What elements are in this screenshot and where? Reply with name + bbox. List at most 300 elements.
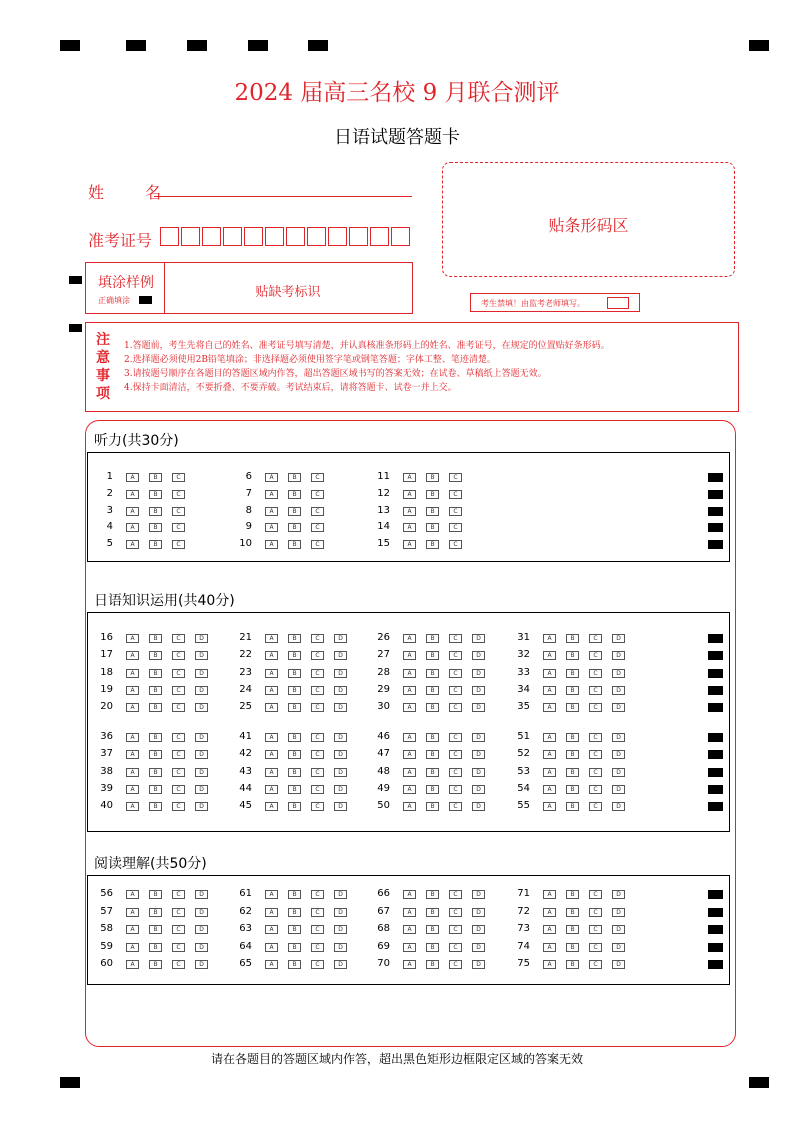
answer-bubble-59-A[interactable]: A: [126, 943, 139, 952]
answer-bubble-20-D[interactable]: D: [195, 703, 208, 712]
answer-bubble-31-A[interactable]: A: [543, 634, 556, 643]
answer-bubble-29-C[interactable]: C: [449, 686, 462, 695]
answer-bubble-67-B[interactable]: B: [426, 908, 439, 917]
answer-bubble-34-D[interactable]: D: [612, 686, 625, 695]
answer-bubble-64-A[interactable]: A: [265, 943, 278, 952]
answer-bubble-71-D[interactable]: D: [612, 890, 625, 899]
answer-bubble-22-C[interactable]: C: [311, 651, 324, 660]
answer-bubble-34-B[interactable]: B: [566, 686, 579, 695]
answer-bubble-17-C[interactable]: C: [172, 651, 185, 660]
answer-bubble-21-A[interactable]: A: [265, 634, 278, 643]
exam-id-digit-box[interactable]: [370, 227, 389, 246]
answer-bubble-71-A[interactable]: A: [543, 890, 556, 899]
answer-bubble-35-C[interactable]: C: [589, 703, 602, 712]
answer-bubble-34-C[interactable]: C: [589, 686, 602, 695]
answer-bubble-53-A[interactable]: A: [543, 768, 556, 777]
answer-bubble-41-C[interactable]: C: [311, 733, 324, 742]
answer-bubble-63-A[interactable]: A: [265, 925, 278, 934]
answer-bubble-73-C[interactable]: C: [589, 925, 602, 934]
answer-bubble-64-C[interactable]: C: [311, 943, 324, 952]
answer-bubble-4-A[interactable]: A: [126, 523, 139, 532]
answer-bubble-68-B[interactable]: B: [426, 925, 439, 934]
answer-bubble-45-A[interactable]: A: [265, 802, 278, 811]
answer-bubble-26-A[interactable]: A: [403, 634, 416, 643]
answer-bubble-17-D[interactable]: D: [195, 651, 208, 660]
answer-bubble-54-B[interactable]: B: [566, 785, 579, 794]
answer-bubble-25-C[interactable]: C: [311, 703, 324, 712]
answer-bubble-62-B[interactable]: B: [288, 908, 301, 917]
answer-bubble-33-D[interactable]: D: [612, 669, 625, 678]
exam-id-digit-box[interactable]: [160, 227, 179, 246]
answer-bubble-28-D[interactable]: D: [472, 669, 485, 678]
answer-bubble-71-C[interactable]: C: [589, 890, 602, 899]
answer-bubble-56-C[interactable]: C: [172, 890, 185, 899]
answer-bubble-60-D[interactable]: D: [195, 960, 208, 969]
answer-bubble-55-D[interactable]: D: [612, 802, 625, 811]
answer-bubble-69-D[interactable]: D: [472, 943, 485, 952]
exam-id-digit-box[interactable]: [181, 227, 200, 246]
answer-bubble-50-D[interactable]: D: [472, 802, 485, 811]
answer-bubble-38-B[interactable]: B: [149, 768, 162, 777]
answer-bubble-19-A[interactable]: A: [126, 686, 139, 695]
answer-bubble-19-D[interactable]: D: [195, 686, 208, 695]
answer-bubble-53-C[interactable]: C: [589, 768, 602, 777]
answer-bubble-49-B[interactable]: B: [426, 785, 439, 794]
answer-bubble-26-C[interactable]: C: [449, 634, 462, 643]
answer-bubble-25-A[interactable]: A: [265, 703, 278, 712]
exam-id-digit-box[interactable]: [202, 227, 221, 246]
answer-bubble-4-C[interactable]: C: [172, 523, 185, 532]
answer-bubble-41-B[interactable]: B: [288, 733, 301, 742]
answer-bubble-40-D[interactable]: D: [195, 802, 208, 811]
answer-bubble-16-A[interactable]: A: [126, 634, 139, 643]
answer-bubble-30-C[interactable]: C: [449, 703, 462, 712]
answer-bubble-22-D[interactable]: D: [334, 651, 347, 660]
answer-bubble-65-C[interactable]: C: [311, 960, 324, 969]
answer-bubble-66-B[interactable]: B: [426, 890, 439, 899]
answer-bubble-12-C[interactable]: C: [449, 490, 462, 499]
answer-bubble-61-A[interactable]: A: [265, 890, 278, 899]
answer-bubble-69-C[interactable]: C: [449, 943, 462, 952]
answer-bubble-37-D[interactable]: D: [195, 750, 208, 759]
answer-bubble-52-C[interactable]: C: [589, 750, 602, 759]
answer-bubble-65-B[interactable]: B: [288, 960, 301, 969]
answer-bubble-10-B[interactable]: B: [288, 540, 301, 549]
answer-bubble-42-D[interactable]: D: [334, 750, 347, 759]
answer-bubble-8-A[interactable]: A: [265, 507, 278, 516]
answer-bubble-12-B[interactable]: B: [426, 490, 439, 499]
answer-bubble-27-C[interactable]: C: [449, 651, 462, 660]
answer-bubble-60-A[interactable]: A: [126, 960, 139, 969]
answer-bubble-28-B[interactable]: B: [426, 669, 439, 678]
answer-bubble-39-A[interactable]: A: [126, 785, 139, 794]
answer-bubble-55-A[interactable]: A: [543, 802, 556, 811]
answer-bubble-35-B[interactable]: B: [566, 703, 579, 712]
answer-bubble-57-D[interactable]: D: [195, 908, 208, 917]
answer-bubble-18-D[interactable]: D: [195, 669, 208, 678]
answer-bubble-19-B[interactable]: B: [149, 686, 162, 695]
answer-bubble-7-C[interactable]: C: [311, 490, 324, 499]
answer-bubble-20-C[interactable]: C: [172, 703, 185, 712]
answer-bubble-45-D[interactable]: D: [334, 802, 347, 811]
answer-bubble-59-B[interactable]: B: [149, 943, 162, 952]
answer-bubble-11-C[interactable]: C: [449, 473, 462, 482]
answer-bubble-57-A[interactable]: A: [126, 908, 139, 917]
answer-bubble-55-C[interactable]: C: [589, 802, 602, 811]
answer-bubble-31-B[interactable]: B: [566, 634, 579, 643]
answer-bubble-60-C[interactable]: C: [172, 960, 185, 969]
answer-bubble-2-B[interactable]: B: [149, 490, 162, 499]
answer-bubble-46-B[interactable]: B: [426, 733, 439, 742]
answer-bubble-12-A[interactable]: A: [403, 490, 416, 499]
answer-bubble-51-B[interactable]: B: [566, 733, 579, 742]
exam-id-digit-box[interactable]: [223, 227, 242, 246]
answer-bubble-72-D[interactable]: D: [612, 908, 625, 917]
answer-bubble-39-D[interactable]: D: [195, 785, 208, 794]
answer-bubble-23-A[interactable]: A: [265, 669, 278, 678]
answer-bubble-29-B[interactable]: B: [426, 686, 439, 695]
answer-bubble-14-C[interactable]: C: [449, 523, 462, 532]
answer-bubble-54-D[interactable]: D: [612, 785, 625, 794]
answer-bubble-75-A[interactable]: A: [543, 960, 556, 969]
answer-bubble-43-C[interactable]: C: [311, 768, 324, 777]
answer-bubble-3-C[interactable]: C: [172, 507, 185, 516]
answer-bubble-32-D[interactable]: D: [612, 651, 625, 660]
exam-id-digit-box[interactable]: [286, 227, 305, 246]
answer-bubble-16-C[interactable]: C: [172, 634, 185, 643]
answer-bubble-11-A[interactable]: A: [403, 473, 416, 482]
answer-bubble-18-B[interactable]: B: [149, 669, 162, 678]
exam-id-digit-box[interactable]: [244, 227, 263, 246]
answer-bubble-43-D[interactable]: D: [334, 768, 347, 777]
answer-bubble-47-C[interactable]: C: [449, 750, 462, 759]
answer-bubble-52-B[interactable]: B: [566, 750, 579, 759]
answer-bubble-36-A[interactable]: A: [126, 733, 139, 742]
answer-bubble-55-B[interactable]: B: [566, 802, 579, 811]
answer-bubble-32-B[interactable]: B: [566, 651, 579, 660]
answer-bubble-15-B[interactable]: B: [426, 540, 439, 549]
answer-bubble-20-B[interactable]: B: [149, 703, 162, 712]
answer-bubble-39-B[interactable]: B: [149, 785, 162, 794]
answer-bubble-17-A[interactable]: A: [126, 651, 139, 660]
answer-bubble-27-D[interactable]: D: [472, 651, 485, 660]
answer-bubble-54-C[interactable]: C: [589, 785, 602, 794]
answer-bubble-33-C[interactable]: C: [589, 669, 602, 678]
answer-bubble-73-A[interactable]: A: [543, 925, 556, 934]
answer-bubble-61-B[interactable]: B: [288, 890, 301, 899]
answer-bubble-50-A[interactable]: A: [403, 802, 416, 811]
answer-bubble-16-B[interactable]: B: [149, 634, 162, 643]
answer-bubble-40-A[interactable]: A: [126, 802, 139, 811]
answer-bubble-67-C[interactable]: C: [449, 908, 462, 917]
answer-bubble-62-C[interactable]: C: [311, 908, 324, 917]
answer-bubble-23-C[interactable]: C: [311, 669, 324, 678]
answer-bubble-64-D[interactable]: D: [334, 943, 347, 952]
answer-bubble-59-C[interactable]: C: [172, 943, 185, 952]
answer-bubble-66-C[interactable]: C: [449, 890, 462, 899]
answer-bubble-31-D[interactable]: D: [612, 634, 625, 643]
answer-bubble-24-B[interactable]: B: [288, 686, 301, 695]
answer-bubble-38-A[interactable]: A: [126, 768, 139, 777]
answer-bubble-23-D[interactable]: D: [334, 669, 347, 678]
answer-bubble-65-A[interactable]: A: [265, 960, 278, 969]
answer-bubble-43-B[interactable]: B: [288, 768, 301, 777]
answer-bubble-46-A[interactable]: A: [403, 733, 416, 742]
answer-bubble-44-A[interactable]: A: [265, 785, 278, 794]
answer-bubble-65-D[interactable]: D: [334, 960, 347, 969]
answer-bubble-66-A[interactable]: A: [403, 890, 416, 899]
answer-bubble-62-A[interactable]: A: [265, 908, 278, 917]
answer-bubble-36-B[interactable]: B: [149, 733, 162, 742]
answer-bubble-59-D[interactable]: D: [195, 943, 208, 952]
answer-bubble-73-D[interactable]: D: [612, 925, 625, 934]
answer-bubble-8-B[interactable]: B: [288, 507, 301, 516]
answer-bubble-5-B[interactable]: B: [149, 540, 162, 549]
answer-bubble-57-B[interactable]: B: [149, 908, 162, 917]
answer-bubble-45-B[interactable]: B: [288, 802, 301, 811]
answer-bubble-69-A[interactable]: A: [403, 943, 416, 952]
answer-bubble-35-D[interactable]: D: [612, 703, 625, 712]
question-number: 59: [100, 940, 113, 952]
answer-bubble-36-C[interactable]: C: [172, 733, 185, 742]
answer-bubble-1-B[interactable]: B: [149, 473, 162, 482]
answer-bubble-14-A[interactable]: A: [403, 523, 416, 532]
answer-bubble-21-B[interactable]: B: [288, 634, 301, 643]
answer-bubble-1-C[interactable]: C: [172, 473, 185, 482]
answer-bubble-38-C[interactable]: C: [172, 768, 185, 777]
answer-bubble-2-C[interactable]: C: [172, 490, 185, 499]
answer-bubble-69-B[interactable]: B: [426, 943, 439, 952]
answer-bubble-7-A[interactable]: A: [265, 490, 278, 499]
answer-bubble-72-B[interactable]: B: [566, 908, 579, 917]
answer-bubble-56-A[interactable]: A: [126, 890, 139, 899]
answer-bubble-52-D[interactable]: D: [612, 750, 625, 759]
answer-bubble-58-A[interactable]: A: [126, 925, 139, 934]
answer-bubble-45-C[interactable]: C: [311, 802, 324, 811]
answer-bubble-29-D[interactable]: D: [472, 686, 485, 695]
answer-bubble-24-A[interactable]: A: [265, 686, 278, 695]
answer-bubble-37-B[interactable]: B: [149, 750, 162, 759]
answer-bubble-73-B[interactable]: B: [566, 925, 579, 934]
answer-bubble-33-A[interactable]: A: [543, 669, 556, 678]
answer-bubble-70-B[interactable]: B: [426, 960, 439, 969]
answer-bubble-7-B[interactable]: B: [288, 490, 301, 499]
answer-bubble-57-C[interactable]: C: [172, 908, 185, 917]
answer-bubble-6-C[interactable]: C: [311, 473, 324, 482]
answer-bubble-42-A[interactable]: A: [265, 750, 278, 759]
answer-bubble-75-C[interactable]: C: [589, 960, 602, 969]
answer-bubble-21-D[interactable]: D: [334, 634, 347, 643]
answer-bubble-53-B[interactable]: B: [566, 768, 579, 777]
answer-bubble-51-C[interactable]: C: [589, 733, 602, 742]
answer-bubble-68-A[interactable]: A: [403, 925, 416, 934]
answer-bubble-19-C[interactable]: C: [172, 686, 185, 695]
answer-bubble-74-D[interactable]: D: [612, 943, 625, 952]
answer-bubble-6-B[interactable]: B: [288, 473, 301, 482]
answer-bubble-22-B[interactable]: B: [288, 651, 301, 660]
answer-bubble-58-B[interactable]: B: [149, 925, 162, 934]
answer-bubble-44-D[interactable]: D: [334, 785, 347, 794]
answer-bubble-26-B[interactable]: B: [426, 634, 439, 643]
answer-bubble-70-D[interactable]: D: [472, 960, 485, 969]
answer-bubble-56-D[interactable]: D: [195, 890, 208, 899]
answer-bubble-14-B[interactable]: B: [426, 523, 439, 532]
answer-bubble-46-D[interactable]: D: [472, 733, 485, 742]
answer-bubble-42-C[interactable]: C: [311, 750, 324, 759]
answer-bubble-50-B[interactable]: B: [426, 802, 439, 811]
answer-bubble-42-B[interactable]: B: [288, 750, 301, 759]
answer-bubble-47-D[interactable]: D: [472, 750, 485, 759]
answer-bubble-31-C[interactable]: C: [589, 634, 602, 643]
answer-bubble-8-C[interactable]: C: [311, 507, 324, 516]
exam-id-digit-box[interactable]: [265, 227, 284, 246]
answer-bubble-63-B[interactable]: B: [288, 925, 301, 934]
answer-bubble-70-A[interactable]: A: [403, 960, 416, 969]
answer-bubble-37-A[interactable]: A: [126, 750, 139, 759]
exam-id-digit-box[interactable]: [307, 227, 326, 246]
answer-bubble-53-D[interactable]: D: [612, 768, 625, 777]
answer-bubble-21-C[interactable]: C: [311, 634, 324, 643]
answer-bubble-25-B[interactable]: B: [288, 703, 301, 712]
answer-bubble-9-B[interactable]: B: [288, 523, 301, 532]
answer-bubble-72-A[interactable]: A: [543, 908, 556, 917]
answer-bubble-41-A[interactable]: A: [265, 733, 278, 742]
exam-id-digit-box[interactable]: [391, 227, 410, 246]
answer-bubble-26-D[interactable]: D: [472, 634, 485, 643]
answer-bubble-40-C[interactable]: C: [172, 802, 185, 811]
answer-bubble-5-C[interactable]: C: [172, 540, 185, 549]
answer-bubble-6-A[interactable]: A: [265, 473, 278, 482]
answer-bubble-41-D[interactable]: D: [334, 733, 347, 742]
answer-bubble-44-B[interactable]: B: [288, 785, 301, 794]
answer-bubble-15-C[interactable]: C: [449, 540, 462, 549]
answer-bubble-58-C[interactable]: C: [172, 925, 185, 934]
answer-bubble-51-A[interactable]: A: [543, 733, 556, 742]
answer-bubble-50-C[interactable]: C: [449, 802, 462, 811]
answer-bubble-30-D[interactable]: D: [472, 703, 485, 712]
answer-bubble-11-B[interactable]: B: [426, 473, 439, 482]
answer-bubble-37-C[interactable]: C: [172, 750, 185, 759]
answer-bubble-28-C[interactable]: C: [449, 669, 462, 678]
answer-bubble-48-A[interactable]: A: [403, 768, 416, 777]
answer-bubble-63-C[interactable]: C: [311, 925, 324, 934]
answer-bubble-1-A[interactable]: A: [126, 473, 139, 482]
answer-bubble-46-C[interactable]: C: [449, 733, 462, 742]
answer-bubble-24-C[interactable]: C: [311, 686, 324, 695]
answer-bubble-27-B[interactable]: B: [426, 651, 439, 660]
answer-bubble-32-C[interactable]: C: [589, 651, 602, 660]
answer-bubble-18-A[interactable]: A: [126, 669, 139, 678]
answer-bubble-18-C[interactable]: C: [172, 669, 185, 678]
answer-bubble-54-A[interactable]: A: [543, 785, 556, 794]
answer-bubble-25-D[interactable]: D: [334, 703, 347, 712]
answer-bubble-35-A[interactable]: A: [543, 703, 556, 712]
answer-bubble-43-A[interactable]: A: [265, 768, 278, 777]
answer-bubble-74-C[interactable]: C: [589, 943, 602, 952]
name-field[interactable]: [154, 196, 412, 197]
answer-bubble-68-D[interactable]: D: [472, 925, 485, 934]
answer-bubble-33-B[interactable]: B: [566, 669, 579, 678]
answer-bubble-13-C[interactable]: C: [449, 507, 462, 516]
answer-bubble-71-B[interactable]: B: [566, 890, 579, 899]
answer-bubble-48-B[interactable]: B: [426, 768, 439, 777]
answer-bubble-67-D[interactable]: D: [472, 908, 485, 917]
answer-bubble-74-B[interactable]: B: [566, 943, 579, 952]
answer-bubble-3-A[interactable]: A: [126, 507, 139, 516]
answer-bubble-47-A[interactable]: A: [403, 750, 416, 759]
answer-bubble-10-C[interactable]: C: [311, 540, 324, 549]
answer-bubble-44-C[interactable]: C: [311, 785, 324, 794]
answer-bubble-72-C[interactable]: C: [589, 908, 602, 917]
answer-bubble-62-D[interactable]: D: [334, 908, 347, 917]
answer-bubble-10-A[interactable]: A: [265, 540, 278, 549]
answer-bubble-5-A[interactable]: A: [126, 540, 139, 549]
answer-bubble-60-B[interactable]: B: [149, 960, 162, 969]
answer-bubble-2-A[interactable]: A: [126, 490, 139, 499]
answer-bubble-56-B[interactable]: B: [149, 890, 162, 899]
answer-bubble-15-A[interactable]: A: [403, 540, 416, 549]
answer-bubble-4-B[interactable]: B: [149, 523, 162, 532]
answer-bubble-61-C[interactable]: C: [311, 890, 324, 899]
answer-bubble-61-D[interactable]: D: [334, 890, 347, 899]
answer-bubble-16-D[interactable]: D: [195, 634, 208, 643]
answer-bubble-13-B[interactable]: B: [426, 507, 439, 516]
answer-bubble-34-A[interactable]: A: [543, 686, 556, 695]
answer-bubble-75-D[interactable]: D: [612, 960, 625, 969]
answer-bubble-51-D[interactable]: D: [612, 733, 625, 742]
answer-bubble-24-D[interactable]: D: [334, 686, 347, 695]
answer-bubble-49-C[interactable]: C: [449, 785, 462, 794]
answer-bubble-48-D[interactable]: D: [472, 768, 485, 777]
answer-bubble-13-A[interactable]: A: [403, 507, 416, 516]
answer-bubble-49-A[interactable]: A: [403, 785, 416, 794]
answer-bubble-17-B[interactable]: B: [149, 651, 162, 660]
answer-bubble-39-C[interactable]: C: [172, 785, 185, 794]
answer-bubble-9-C[interactable]: C: [311, 523, 324, 532]
answer-bubble-22-A[interactable]: A: [265, 651, 278, 660]
answer-bubble-20-A[interactable]: A: [126, 703, 139, 712]
answer-bubble-3-B[interactable]: B: [149, 507, 162, 516]
answer-bubble-52-A[interactable]: A: [543, 750, 556, 759]
answer-bubble-30-B[interactable]: B: [426, 703, 439, 712]
answer-bubble-32-A[interactable]: A: [543, 651, 556, 660]
proctor-fill-box[interactable]: [607, 297, 629, 309]
answer-bubble-23-B[interactable]: B: [288, 669, 301, 678]
answer-bubble-29-A[interactable]: A: [403, 686, 416, 695]
answer-bubble-30-A[interactable]: A: [403, 703, 416, 712]
answer-bubble-9-A[interactable]: A: [265, 523, 278, 532]
answer-bubble-27-A[interactable]: A: [403, 651, 416, 660]
answer-bubble-63-D[interactable]: D: [334, 925, 347, 934]
answer-bubble-38-D[interactable]: D: [195, 768, 208, 777]
answer-bubble-67-A[interactable]: A: [403, 908, 416, 917]
answer-bubble-40-B[interactable]: B: [149, 802, 162, 811]
answer-bubble-47-B[interactable]: B: [426, 750, 439, 759]
exam-id-digit-box[interactable]: [349, 227, 368, 246]
answer-bubble-64-B[interactable]: B: [288, 943, 301, 952]
answer-bubble-49-D[interactable]: D: [472, 785, 485, 794]
answer-bubble-75-B[interactable]: B: [566, 960, 579, 969]
answer-bubble-48-C[interactable]: C: [449, 768, 462, 777]
answer-bubble-66-D[interactable]: D: [472, 890, 485, 899]
answer-bubble-58-D[interactable]: D: [195, 925, 208, 934]
exam-id-digit-box[interactable]: [328, 227, 347, 246]
answer-bubble-36-D[interactable]: D: [195, 733, 208, 742]
answer-bubble-74-A[interactable]: A: [543, 943, 556, 952]
answer-bubble-68-C[interactable]: C: [449, 925, 462, 934]
answer-bubble-70-C[interactable]: C: [449, 960, 462, 969]
answer-bubble-28-A[interactable]: A: [403, 669, 416, 678]
